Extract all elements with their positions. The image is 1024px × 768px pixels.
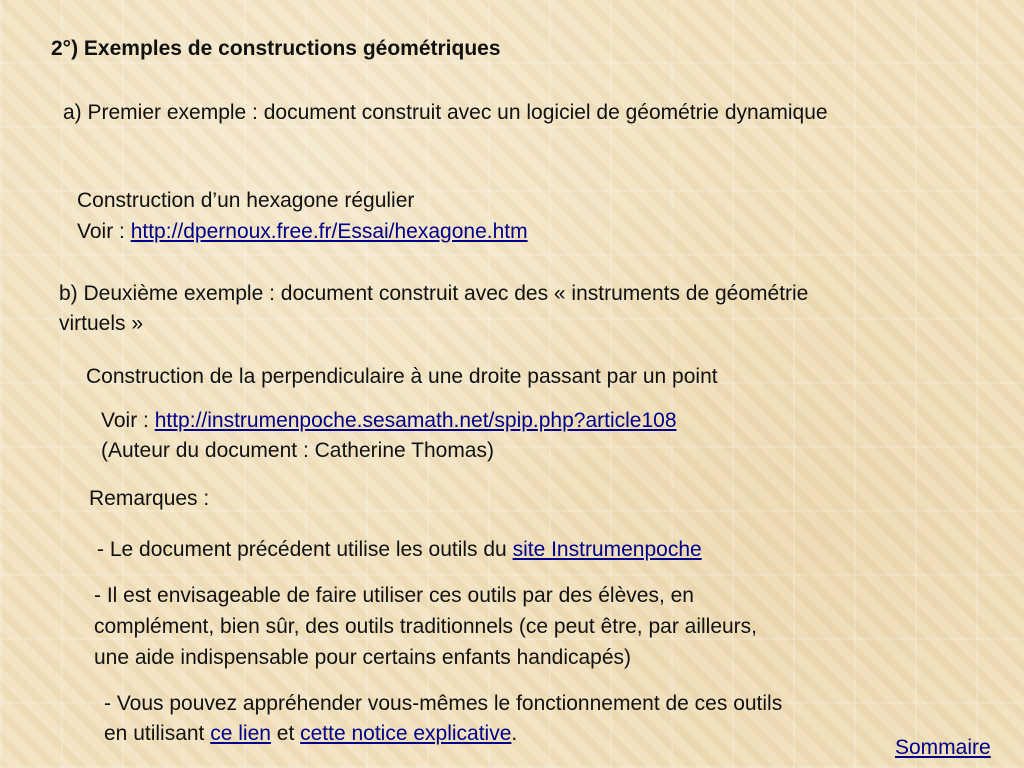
- site-instrumenpoche-link[interactable]: site Instrumenpoche: [512, 538, 702, 561]
- slide-title: 2°) Exemples de constructions géométriques: [51, 37, 501, 60]
- section-b-heading-line1: b) Deuxième exemple : document construit avec des « instruments de géométrie: [59, 282, 809, 305]
- sommaire-link[interactable]: Sommaire: [895, 736, 991, 759]
- remark-1-text: - Le document précédent utilise les outils du: [97, 538, 513, 561]
- perpendicular-voir-line: [101, 406, 677, 436]
- hexagon-construction-title: Construction d’un hexagone régulier: [77, 189, 415, 212]
- remark-1: [97, 535, 702, 565]
- remark-3-line2: [104, 719, 517, 749]
- remark-3-prefix: en utilisant: [104, 722, 211, 745]
- notice-explicative-link[interactable]: cette notice explicative: [300, 722, 512, 745]
- remark-3-mid: et: [270, 722, 301, 745]
- remark-3-end: .: [511, 722, 518, 745]
- remarks-heading: Remarques :: [89, 487, 210, 510]
- hexagon-voir-line: [77, 217, 528, 247]
- perpendicular-construction-title: Construction de la perpendiculaire à une droite passant par un point: [86, 365, 718, 388]
- voir-label: Voir :: [101, 409, 155, 432]
- document-author: (Auteur du document : Catherine Thomas): [101, 439, 494, 462]
- voir-label: Voir :: [77, 220, 131, 243]
- remark-2-line2: complément, bien sûr, des outils traditionnels (ce peut être, par ailleurs,: [94, 615, 758, 638]
- remark-2-line3: une aide indispensable pour certains enfants handicapés): [94, 646, 632, 669]
- remark-3-line1: - Vous pouvez appréhender vous-mêmes le fonctionnement de ces outils: [104, 692, 783, 715]
- remark-2-line1: - Il est envisageable de faire utiliser ces outils par des élèves, en: [94, 584, 694, 607]
- section-a-heading: a) Premier exemple : document construit avec un logiciel de géométrie dynamique: [63, 101, 828, 124]
- section-b-heading-line2: virtuels »: [59, 312, 144, 335]
- instrumenpoche-link[interactable]: http://instrumenpoche.sesamath.net/spip.php?article108: [154, 409, 677, 432]
- ce-lien-link[interactable]: ce lien: [210, 722, 271, 745]
- hexagon-link[interactable]: http://dpernoux.free.fr/Essai/hexagone.htm: [130, 220, 528, 243]
